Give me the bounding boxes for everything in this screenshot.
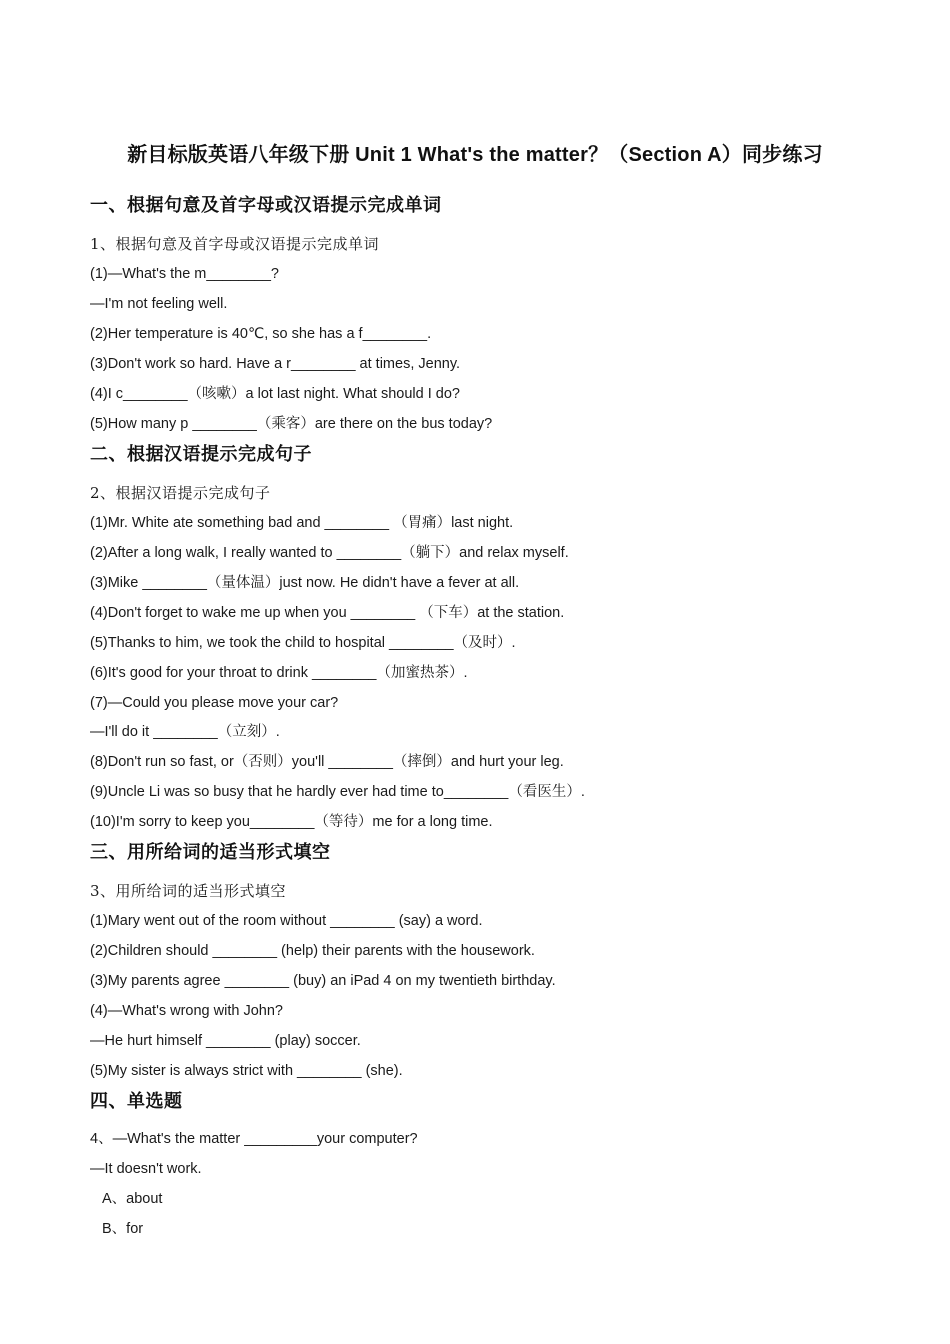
- exercise-line: —It doesn't work.: [90, 1161, 202, 1177]
- exercise-line: (3)Mike ________（量体温）just now. He didn't have a fever at all.: [90, 575, 520, 591]
- exercise-line: (3)My parents agree ________ (buy) an iPad 4 on my twentieth birthday.: [90, 973, 556, 989]
- exercise-line: (7)—Could you please move your car?: [90, 695, 339, 711]
- exercise-line: —I'm not feeling well.: [90, 296, 228, 312]
- exercise-line: —I'll do it ________（立刻）.: [90, 724, 280, 740]
- exercise-line: (5)How many p ________（乘客）are there on the bus today?: [90, 416, 493, 432]
- exercise-intro-3: 3、用所给词的适当形式填空: [90, 882, 287, 900]
- page-title: 新目标版英语八年级下册 Unit 1 What's the matter？（Section A）同步练习: [127, 144, 823, 166]
- section-heading-3: 三、用所给词的适当形式填空: [90, 842, 331, 862]
- exercise-intro-2: 2、根据汉语提示完成句子: [90, 484, 271, 502]
- exercise-line: (8)Don't run so fast, or（否则）you'll ________（摔倒）and hurt your leg.: [90, 754, 564, 770]
- exercise-line: (3)Don't work so hard. Have a r________ at times, Jenny.: [90, 356, 461, 372]
- choice-option-b: B、for: [102, 1221, 144, 1237]
- exercise-line: (5)My sister is always strict with ________ (she).: [90, 1063, 403, 1079]
- exercise-line: (1)—What's the m________?: [90, 266, 279, 282]
- exercise-line: (10)I'm sorry to keep you________（等待）me for a long time.: [90, 814, 493, 830]
- exercise-line: (9)Uncle Li was so busy that he hardly ever had time to________（看医生）.: [90, 784, 585, 800]
- exercise-line: (4)Don't forget to wake me up when you ________ （下车）at the station.: [90, 605, 565, 621]
- exercise-line: (6)It's good for your throat to drink ________（加蜜热茶）.: [90, 665, 468, 681]
- exercise-line: (1)Mary went out of the room without ________ (say) a word.: [90, 913, 483, 929]
- section-heading-1: 一、根据句意及首字母或汉语提示完成单词: [90, 195, 442, 215]
- choice-option-a: A、about: [102, 1191, 163, 1207]
- section-heading-4: 四、单选题: [90, 1091, 183, 1111]
- exercise-line: —He hurt himself ________ (play) soccer.: [90, 1033, 361, 1049]
- exercise-line: (4)—What's wrong with John?: [90, 1003, 283, 1019]
- exercise-intro-4: 4、—What's the matter _________your computer?: [90, 1131, 418, 1147]
- exercise-line: (1)Mr. White ate something bad and ________ （胃痛）last night.: [90, 515, 514, 531]
- exercise-line: (2)Children should ________ (help) their parents with the housework.: [90, 943, 535, 959]
- exercise-line: (5)Thanks to him, we took the child to hospital ________（及时）.: [90, 635, 516, 651]
- section-heading-2: 二、根据汉语提示完成句子: [90, 444, 312, 464]
- exercise-line: (2)After a long walk, I really wanted to ________（躺下）and relax myself.: [90, 545, 569, 561]
- exercise-intro-1: 1、根据句意及首字母或汉语提示完成单词: [90, 235, 380, 253]
- exercise-line: (4)I c________（咳嗽）a lot last night. What should I do?: [90, 386, 460, 402]
- exercise-line: (2)Her temperature is 40℃, so she has a f________.: [90, 326, 432, 342]
